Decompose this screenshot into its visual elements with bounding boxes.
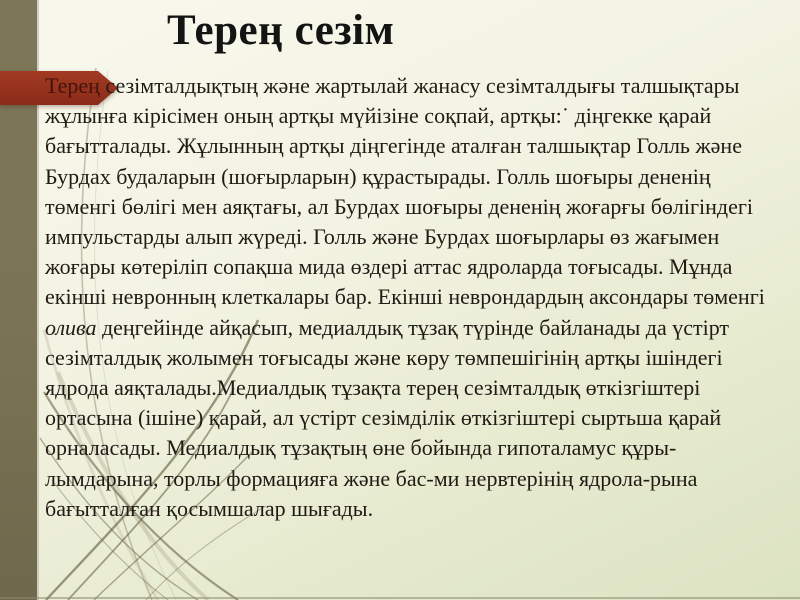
bottom-edge-line [0, 597, 800, 599]
slide-title: Терең сезім [167, 7, 395, 54]
text-segment-accent: Терең [45, 73, 106, 98]
body-text [45, 71, 787, 524]
text-segment-normal: деңгейінде айқасып, медиалдық тұзақ түрінде байланады да үстірт сезімталдық жолымен тоғысады және көру төмпешігінің артқы ішіндегі ядрода аяқталады.Медиалдық тұзақта терең сезімталдық өткізгіштері ортасына (ішіне) қарай, ал үстірт сезімділік өткізгіштері сыртьша қарай орналасады. Медиалдық тұзақтың өне бойында гипоталамус құры-лымдарына, торлы формацияға және бас-ми нервтерінің ядрола-рына бағытталған қосымшалар шығады. [45, 314, 730, 521]
text-segment-italic: олива [45, 314, 97, 340]
text-segment-normal: сезімталдықтың және жартылай жанасу сезімталдығы талшықтары жұлынға кірісімен оның артқы мүйізіне соқпай, артқы:˙ діңгекке қарай бағытталады. Жұлынның артқы діңгегінде аталған талшықтар Голль және Бурдах будаларын (шоғырларын) құрастырады. Голль шоғыры дененің төменгі бөлігі мен аяқтағы, ал Бурдах шоғыры дененің жоғарғы бөлігіндегі импульстарды алып жүреді. Голль және Бурдах шоғырлары өз жағымен жоғары көтеріліп сопақша мида өздері аттас ядроларда тоғысады. Мұнда екінші невронның клеткалары бар. Екінші неврондардың аксондары төменгі [45, 73, 765, 310]
